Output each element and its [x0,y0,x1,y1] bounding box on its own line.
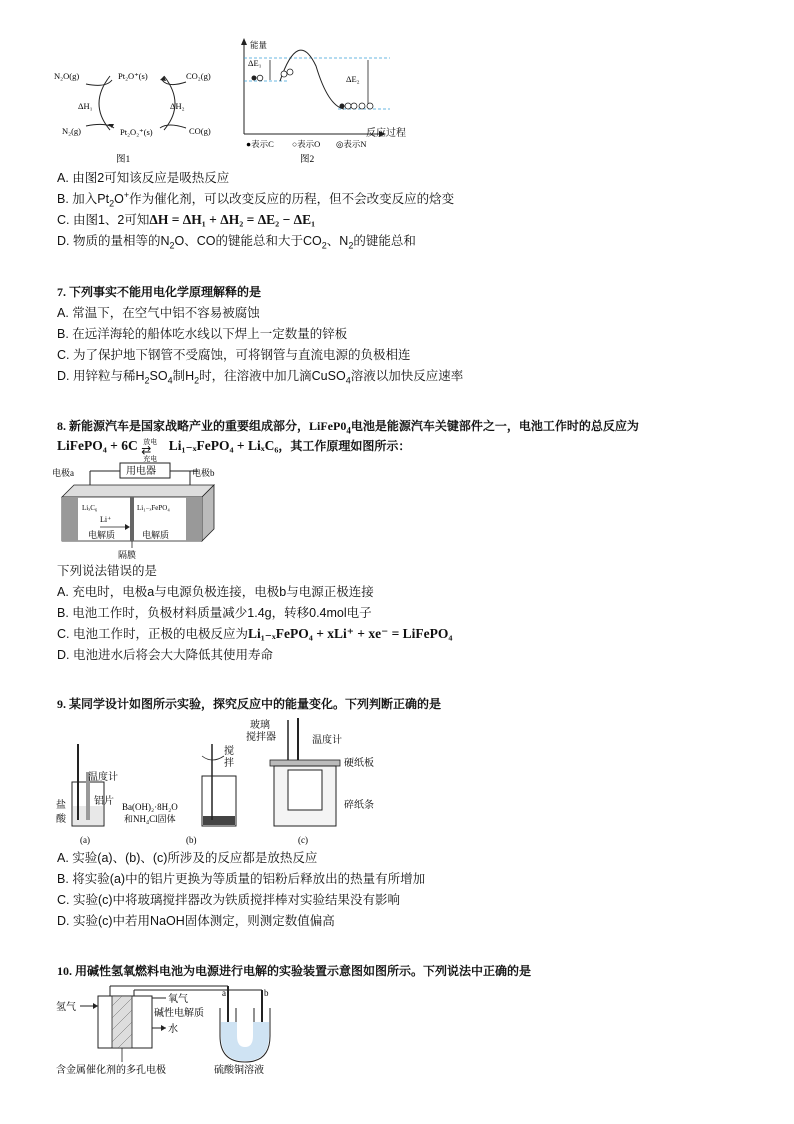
electrode-a-plate [62,497,78,541]
electrolyte-left: 电解质 [88,530,116,540]
stir-label-2: 拌 [224,758,234,769]
membrane [130,497,134,541]
cardboard-label: 硬纸板 [344,758,374,769]
q10-stem: 10. 用碱性氢氧燃料电池为电源进行电解的实验装置示意图如图所示。下列说法中正确的是 [57,964,532,978]
copper-sulfate-solution [221,1022,269,1061]
hydrogen-label: 氢气 [56,1002,76,1013]
figure-1-cycle [54,71,211,165]
label-c: (c) [298,835,308,845]
y-axis-arrow [241,38,247,45]
figure-2-caption: 图2 [300,155,315,165]
energy-figures [48,36,428,168]
carbon-atom [340,104,345,109]
reagent-label-1: Ba(OH)₂·8H₂O [122,802,178,812]
battery-diagram [50,461,230,561]
oxygen-atom [281,71,287,77]
electrode-a-label: a [222,988,226,998]
nitrogen-atom [287,69,293,75]
carbon-atom [252,76,257,81]
co2-label: CO₂(g) [186,71,211,81]
arrow-head [93,1003,98,1009]
figure-2-energy-profile [241,38,390,165]
device-label: 用电器 [126,466,156,477]
inner-beaker [288,770,322,810]
oxygen-label: 氧气 [168,994,188,1005]
legend-oxygen: ○表示O [292,139,321,149]
electrolyte-label: 碱性电解质 [154,1008,204,1019]
reversible-arrow: 放电 ⇄ 充电 [141,438,158,463]
de1-label: ΔE₁ [248,58,262,68]
legend-nitrogen: ◎表示N [336,139,367,149]
q8-option-c: C. 电池工作时，正极的电极反应为Li₁₋ₓFePO₄ + xLi⁺ + xe⁻ = LiFePO₄ [57,626,453,641]
electrolyte-right: 电解质 [142,530,170,540]
de2-label: ΔE₂ [346,74,360,84]
q8-prompt: 下列说法错误的是 [57,564,158,578]
paper-scraps-label: 碎纸条 [344,800,374,811]
q6-option-c: C. 由图1、2可知ΔH = ΔH₁ + ΔH₂ = ΔE₂ − ΔE₁ [57,212,316,227]
calorimetry-diagram [52,716,382,848]
glass-stirrer-label-1: 玻璃 [250,720,270,731]
oxygen-atom [345,103,351,109]
co-label: CO(g) [189,126,211,136]
q8-option-d: D. 电池进水后将会大大降低其使用寿命 [57,648,273,662]
label-a: (a) [80,835,90,845]
hcl-label-1: 盐 [56,800,66,811]
reagent-label-2: 和NH₄Cl固体 [124,814,176,824]
q6-option-d: D. 物质的量相等的$N_2O$、CO的键能总和大于$CO_2$、$N_2$的键能总和 [57,234,416,251]
label-b: (b) [186,835,197,845]
q7-option-a: A. 常温下，在空气中铝不容易被腐蚀 [57,306,260,320]
fuel-cell-electrolysis-diagram [52,982,312,1078]
left-material: LiₓC₆ [82,504,98,512]
porous-electrode-label: 含金属催化剂的多孔电极 [56,1065,166,1076]
rotation-arrow [202,756,224,760]
q8-equation: LiFePO₄ + 6C 放电 ⇄ 充电 Li₁₋ₓFePO₄ + LiₓC₆，其工作原理如图所示： [57,438,411,463]
lithium-ion: Li⁺ [100,515,112,524]
solid-mixture [203,816,235,825]
cardboard-lid [270,760,340,766]
pt2o2-plus-label: Pt₂O₂⁺(s) [120,127,153,137]
q8-option-a: A. 充电时，电极a与电源负极连接，电极b与电源正极连接 [57,585,374,599]
energy-curve [280,50,344,109]
u-tube-inner [236,1008,254,1048]
q6-option-b: B. 加入$Pt_2O^+$作为催化剂，可以改变反应的历程，但不会改变反应的焓变 [57,189,455,209]
dh1-label: ΔH₁ [78,101,93,111]
q6-option-a: A. 由图2可知该反应是吸热反应 [57,171,230,185]
membrane-label: 隔膜 [118,550,137,560]
n2-label: N₂(g) [62,126,82,136]
q7-option-b: B. 在远洋海轮的船体吃水线以下焊上一定数量的锌板 [57,327,348,341]
water-label: 水 [168,1024,178,1035]
q9-option-b: B. 将实验(a)中的铝片更换为等质量的铝粉后释放出的热量有所增加 [57,872,426,886]
q9-stem: 9. 某同学设计如图所示实验，探究反应中的能量变化。下列判断正确的是 [57,697,442,711]
q7-option-c: C. 为了保护地下钢管不受腐蚀，可将钢管与直流电源的负极相连 [57,348,411,362]
nitrogen-atom [359,103,365,109]
n2o-label: N₂O(g) [54,71,80,81]
q9-option-a: A. 实验(a)、(b)、(c)所涉及的反应都是放热反应 [57,851,318,865]
x-axis-label-text: 反应过程 [366,128,406,139]
thermometer-c-label: 温度计 [312,735,342,746]
porous-electrode [112,996,132,1048]
electrode-a-label: 电极a [52,468,74,478]
electrode-b-label: 电极b [192,468,215,478]
cell-top [62,485,214,497]
nitrogen-atom [367,103,373,109]
q8-stem-line1: 8. 新能源汽车是国家战略产业的重要组成部分，$LiFeP0_4$电池是能源汽车关键部件之一，电池工作时的总反应为 [57,419,639,436]
figure-1-caption: 图1 [116,155,131,165]
dh2-label: ΔH₂ [170,101,185,111]
q7-option-d: D. 用锌粒与稀$H_2SO_4$制$H_2$时，往溶液中加几滴CuSO$_4$溶液以加快反应速率 [57,369,464,386]
electrode-b-plate [186,497,202,541]
oxygen-atom [351,103,357,109]
q8-option-b: B. 电池工作时，负极材料质量减少1.4g，转移0.4mol电子 [57,606,372,620]
y-axis-label: 能量 [250,40,268,50]
pt2o-plus-label: Pt₂O⁺(s) [118,71,148,81]
glass-stirrer-label-2: 搅拌器 [246,732,276,743]
q9-option-d: D. 实验(c)中若用NaOH固体测定，则测定数值偏高 [57,914,335,928]
oxygen-atom [257,75,263,81]
electrode-b-label: b [264,988,269,998]
q9-option-c: C. 实验(c)中将玻璃搅拌器改为铁质搅拌棒对实验结果没有影响 [57,893,401,907]
hcl-label-2: 酸 [56,814,66,825]
arrow-head [161,1025,166,1031]
aluminum-label: 铝片 [94,796,114,807]
thermometer-a-label: 温度计 [88,772,118,783]
copper-sulfate-label: 硫酸铜溶液 [214,1065,264,1076]
q7-stem: 7. 下列事实不能用电化学原理解释的是 [57,285,262,299]
stir-label-1: 搅 [224,746,234,757]
legend-carbon: ●表示C [246,139,274,149]
right-material: Li₁₋ₓFePO₄ [137,504,170,512]
